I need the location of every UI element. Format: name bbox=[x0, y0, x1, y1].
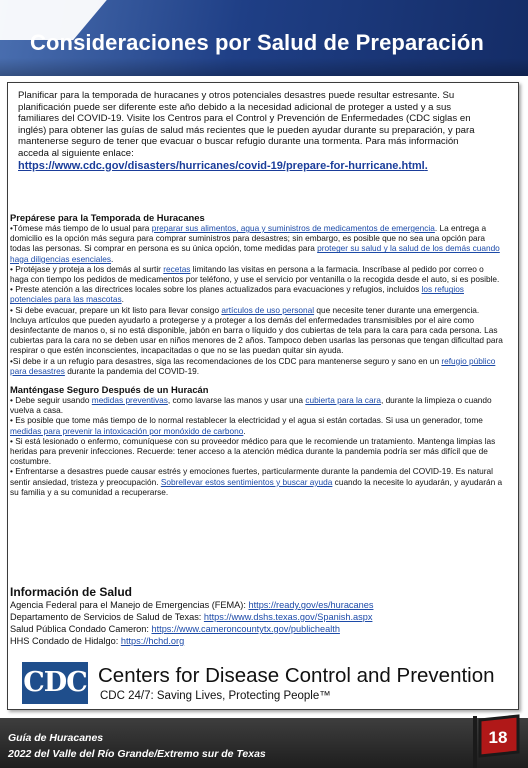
after-bullet-1 bbox=[10, 395, 504, 415]
bullet-text: • Es posible que tome más tiempo de lo normal restablecer la electricidad y el agua si están cortadas. Si usa un generador, tome bbox=[10, 415, 483, 426]
prepare-bullet-1 bbox=[10, 223, 504, 264]
cdc-hurricane-link[interactable] bbox=[18, 161, 488, 173]
link-suffix: . bbox=[424, 159, 428, 172]
preventive-measures-link[interactable]: medidas preventivas bbox=[91, 395, 168, 406]
dshs-row bbox=[10, 611, 510, 623]
after-bullet-3: • Si está lesionado o enfermo, comuníquese con su proveedor médico para que le recomiende un tratamiento. Mantenga limpias las heridas para prevenir infecciones. Recuerde: tener acceso a la atención médica durante la pandemia podría ser más difícil que de costumbre. bbox=[10, 435, 496, 467]
prepare-bullet-5 bbox=[10, 356, 504, 376]
intro-section bbox=[18, 90, 488, 172]
bullet-text: . La entrega a domicilio es la opción más segura para comprar suministros para desastres; sin embargo, es posible que no sea una opción para todas las personas. Si comprar en persona es su única opción, tome medidas para bbox=[10, 223, 487, 254]
prepare-bullet-2 bbox=[10, 264, 504, 284]
health-info-section bbox=[10, 586, 510, 647]
page-header bbox=[0, 0, 528, 76]
fema-link[interactable]: https://ready.gov/es/huracanes bbox=[248, 600, 374, 610]
bullet-text: que necesite tener durante una emergencia. Incluya artículos que pueden ayudarlo a protegerse y a proteger a los demás del enfermedades transmisibles por el aire como desinfectante de manos o, si no está disponible, jabón en barra o líquido y dos cubiertas de tela para la cara para cada persona. Las cubiertas para la cara no se deben usar en niños menores de 2 años. Tampoco deben usarlas las personas que tengan dificultad para respirar o que estén inconscientes, incapacitadas o que no se las puedan quitar sin ayuda. bbox=[10, 304, 503, 356]
after-section bbox=[10, 384, 504, 497]
bullet-text: cuando la necesite lo ayudarán, y ayudarán a su familia y a su comunidad a recuperarse. bbox=[10, 476, 503, 497]
dshs-link[interactable]: https://www.dshs.texas.gov/Spanish.aspx bbox=[203, 612, 373, 622]
cdc-logo bbox=[22, 662, 88, 704]
bullet-text: limitando las visitas en persona a la farmacia. Inscríbase al pedido por correo o haga con tiempo los pedidos de medicamentos por teléfono, y use el servicio por ventanilla o la recogida desde el auto, si es posible. bbox=[10, 263, 500, 285]
hidalgo-row bbox=[10, 635, 510, 647]
bullet-text: • Debe seguir usando bbox=[10, 395, 92, 406]
cameron-link[interactable]: https://www.cameroncountytx.gov/publichealth bbox=[151, 624, 340, 634]
bullet-text: • Preste atención a las directrices locales sobre los planes actualizados para evacuaciones y refugios, incluidos bbox=[10, 284, 422, 295]
prepare-heading: Prepárese para la Temporada de Huracanes bbox=[10, 212, 205, 223]
fema-row bbox=[10, 599, 510, 611]
prepare-bullet-3 bbox=[10, 284, 504, 304]
footer-guide-subtitle: 2022 del Valle del Río Grande/Extremo sur de Texas bbox=[8, 748, 266, 760]
cameron-row bbox=[10, 623, 510, 635]
bullet-text: . bbox=[243, 425, 246, 436]
bullet-text: •Tómese más tiempo de lo usual para bbox=[10, 223, 152, 233]
emergency-supplies-link[interactable]: preparar sus alimentos, agua y suministros de medicamentos de emergencia bbox=[151, 223, 435, 233]
bullet-text: , como lavarse las manos y usar una bbox=[167, 395, 306, 406]
cdc-logo-text: CDC bbox=[23, 667, 87, 698]
bullet-text: durante la pandemia del COVID-19. bbox=[64, 365, 200, 376]
header-shade bbox=[0, 58, 528, 76]
after-heading: Manténgase Seguro Después de un Huracán bbox=[10, 384, 209, 396]
protect-health-link[interactable]: proteger su salud y la salud de los demás cuando haga diligencias esenciales bbox=[10, 243, 500, 264]
page-footer bbox=[0, 718, 528, 768]
face-covering-link[interactable]: cubierta para la cara bbox=[305, 395, 381, 406]
footer-guide-title: Guía de Huracanes bbox=[8, 732, 104, 744]
personal-items-link[interactable]: artículos de uso personal bbox=[221, 304, 315, 315]
carbon-monoxide-link[interactable]: medidas para prevenir la intoxicación por monóxido de carbono bbox=[10, 425, 244, 436]
after-bullet-2 bbox=[10, 415, 504, 435]
bullet-text: • Si debe evacuar, prepare un kit listo para llevar consigo bbox=[10, 304, 222, 315]
prescriptions-link[interactable]: recetas bbox=[163, 263, 191, 274]
prepare-bullet-4 bbox=[10, 305, 504, 356]
main-content bbox=[10, 212, 504, 497]
coping-link[interactable]: Sobrellevar estos sentimientos y buscar ayuda bbox=[160, 476, 333, 487]
public-shelter-link[interactable]: refugio público para desastres bbox=[10, 355, 496, 376]
intro-text: Planificar para la temporada de huracanes y otros potenciales desastres puede resultar estresante. Su planificación puede ser diferente este año debido a la necesidad adicional de proteger a usted y a sus familiares del COVID-19. Visite los Centros para el Control y Prevención de Enfermedades (CDC siglas en inglés) para obtener las guías de salud más recientes que le pueden ayudar durante su preparación, y para mantenerse seguro de tener que evacuar o buscar refugio durante una tormenta. Para más información acceda al siguiente enlace: bbox=[18, 90, 475, 159]
cdc-name: Centers for Disease Control and Prevention bbox=[98, 664, 495, 687]
fema-label: Agencia Federal para el Manejo de Emergencias (FEMA): bbox=[10, 600, 249, 610]
after-bullet-4 bbox=[10, 466, 504, 497]
cdc-tagline: CDC 24/7: Saving Lives, Protecting People™ bbox=[100, 690, 331, 702]
bullet-text: . bbox=[111, 253, 114, 264]
bullet-text: , durante la limpieza o cuando vuelva a casa. bbox=[10, 395, 492, 416]
page-title: Consideraciones por Salud de Preparación bbox=[30, 30, 484, 55]
bullet-text: . bbox=[121, 294, 124, 305]
bullet-text: • Protéjase y proteja a los demás al surtir bbox=[10, 263, 164, 274]
pet-shelters-link[interactable]: los refugios potenciales para las mascotas bbox=[10, 284, 464, 305]
hidalgo-label: HHS Condado de Hidalgo: bbox=[10, 636, 121, 646]
dshs-label: Departamento de Servicios de Salud de Texas: bbox=[10, 612, 204, 622]
bullet-text: •Si debe ir a un refugio para desastres, siga las recomendaciones de los CDC para mantenerse seguro y sano en un bbox=[10, 355, 442, 366]
cameron-label: Salud Pública Condado Cameron: bbox=[10, 624, 152, 634]
health-info-heading: Información de Salud bbox=[10, 585, 133, 599]
bullet-text: • Enfrentarse a desastres puede causar estrés y emociones fuertes, particularmente durante la pandemia del COVID-19. Es natural sentir ansiedad, tristeza y preocupación. bbox=[10, 466, 493, 487]
cdc-hurricane-link-text: https://www.cdc.gov/disasters/hurricanes/covid-19/prepare-for-hurricane.html bbox=[18, 159, 425, 172]
hidalgo-link[interactable]: https://hchd.org bbox=[120, 636, 185, 646]
page-number: 18 bbox=[488, 728, 508, 747]
